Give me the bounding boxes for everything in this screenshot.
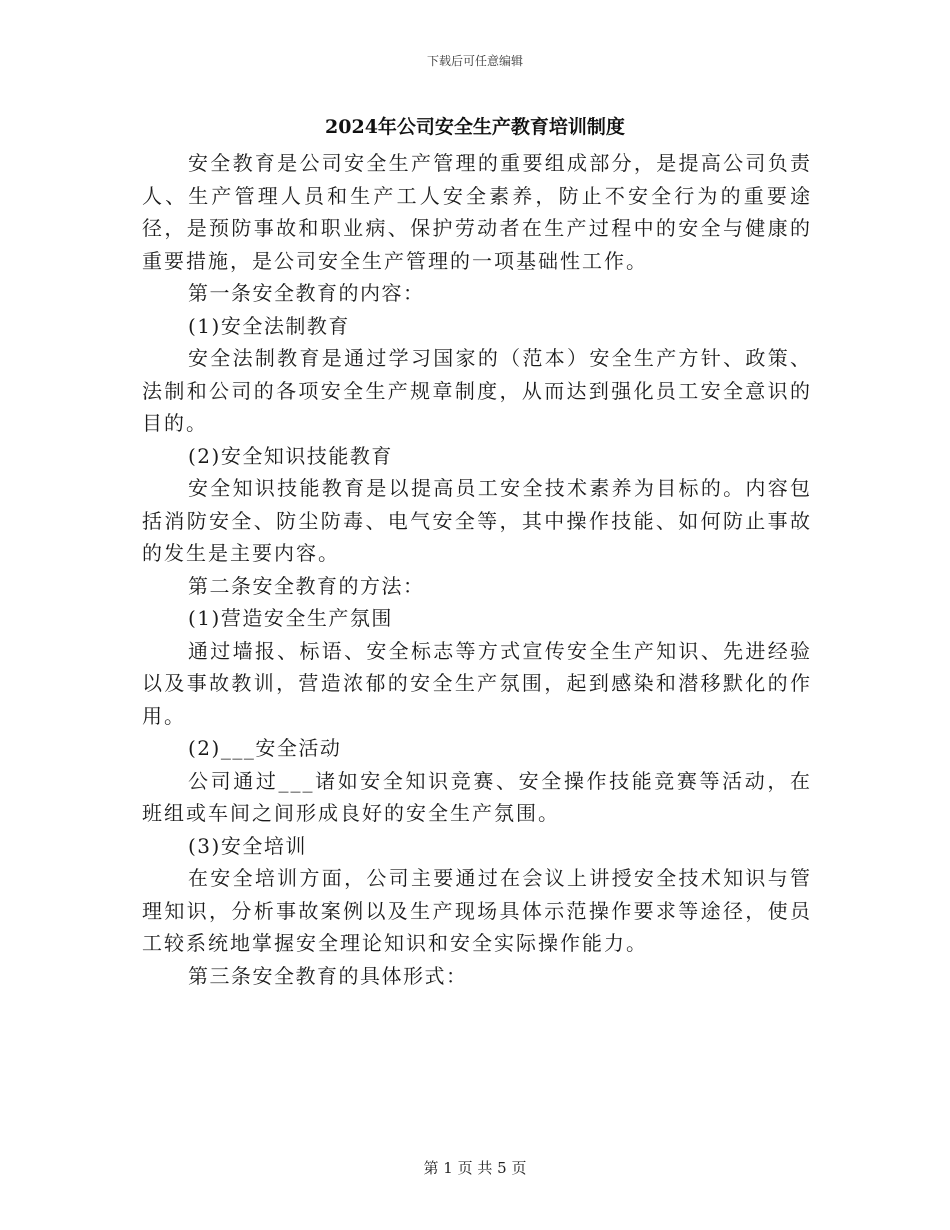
page-number: 第 1 页 共 5 页 (423, 1159, 527, 1177)
section-heading: 第一条安全教育的内容： (188, 281, 425, 305)
subsection-heading: (1)营造安全生产氛围 (188, 606, 393, 630)
page-header-note: 下载后可任意编辑 (426, 54, 523, 68)
document-body (142, 147, 812, 992)
body-paragraph: 在安全培训方面，公司主要通过在会议上讲授安全技术知识与管理知识，分析事故案例以及生产现场具体示范操作要求等途径，使员工较系统地掌握安全理论知识和安全实际操作能力。 (142, 866, 812, 955)
document-title: 2024年公司安全生产教育培训制度 (325, 116, 625, 138)
body-paragraph: 公司通过___诸如安全知识竞赛、安全操作技能竞赛等活动，在班组或车间之间形成良好的安全生产氛围。 (142, 768, 812, 825)
body-paragraph: 安全知识技能教育是以提高员工安全技术素养为目标的。内容包括消防安全、防尘防毒、电气安全等，其中操作技能、如何防止事故的发生是主要内容。 (142, 476, 812, 565)
subsection-heading: (2)___安全活动 (188, 736, 342, 760)
subsection-heading: (1)安全法制教育 (188, 313, 350, 338)
subsection-heading: (2)安全知识技能教育 (188, 443, 393, 468)
section-heading: 第二条安全教育的方法： (188, 573, 425, 598)
body-paragraph: 通过墙报、标语、安全标志等方式宣传安全生产知识、先进经验以及事故教训，营造浓郁的安全生产氛围，起到感染和潜移默化的作用。 (142, 638, 812, 728)
body-paragraph: 安全法制教育是通过学习国家的（范本）安全生产方针、政策、法制和公司的各项安全生产规章制度，从而达到强化员工安全意识的目的。 (142, 346, 812, 435)
intro-paragraph: 安全教育是公司安全生产管理的重要组成部分，是提高公司负责人、生产管理人员和生产工人安全素养，防止不安全行为的重要途径，是预防事故和职业病、保护劳动者在生产过程中的安全与健康的重要措施，是公司安全生产管理的一项基础性工作。 (142, 151, 812, 273)
section-heading: 第三条安全教育的具体形式： (188, 963, 468, 988)
subsection-heading: (3)安全培训 (188, 833, 307, 858)
